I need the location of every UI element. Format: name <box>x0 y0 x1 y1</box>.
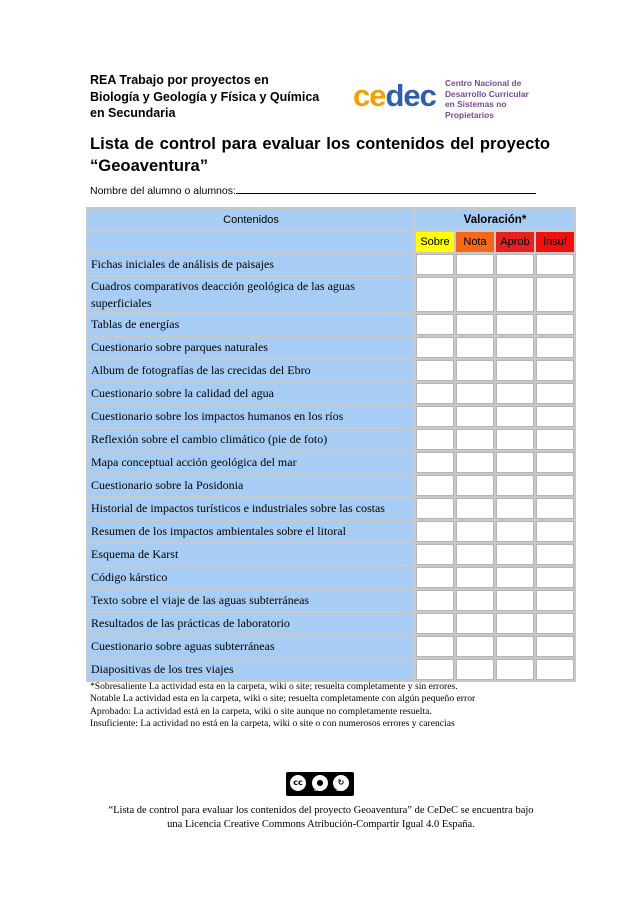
rating-checkbox-nota[interactable] <box>456 659 494 680</box>
content-item: Cuestionario sobre parques naturales <box>88 337 414 358</box>
rating-checkbox-aprob[interactable] <box>496 521 534 542</box>
rating-checkbox-sobre[interactable] <box>416 475 454 496</box>
document-title: Lista de control para evaluar los contenidos del proyecto “Geoaventura” <box>90 134 550 175</box>
student-name-blank[interactable] <box>236 184 536 194</box>
rating-checkbox-insuf[interactable] <box>536 636 574 657</box>
rating-checkbox-sobre[interactable] <box>416 521 454 542</box>
rating-checkbox-nota[interactable] <box>456 567 494 588</box>
rating-checkbox-sobre[interactable] <box>416 429 454 450</box>
rating-checkbox-insuf[interactable] <box>536 429 574 450</box>
rating-checkbox-aprob[interactable] <box>496 406 534 427</box>
rating-checkbox-insuf[interactable] <box>536 613 574 634</box>
rating-checkbox-aprob[interactable] <box>496 314 534 335</box>
rating-checkbox-sobre[interactable] <box>416 567 454 588</box>
rating-checkbox-aprob[interactable] <box>496 636 534 657</box>
license-footer <box>90 804 552 832</box>
table-row <box>88 254 574 275</box>
rating-checkbox-nota[interactable] <box>456 544 494 565</box>
document-header <box>90 72 560 132</box>
content-item: Tablas de energías <box>88 314 414 335</box>
column-header-rating: Valoración* <box>416 209 574 230</box>
content-item: Fichas iniciales de análisis de paisajes <box>88 254 414 275</box>
rating-checkbox-sobre[interactable] <box>416 544 454 565</box>
note-insuficiente: Insuficiente: La actividad no está en la carpeta, wiki o site o con numerosos errores y carencias <box>90 718 455 730</box>
content-item: Reflexión sobre el cambio climático (pie de foto) <box>88 429 414 450</box>
cedec-logo-text-line-1: Centro Nacional de <box>445 78 522 88</box>
rating-levels-spacer <box>88 232 414 252</box>
project-heading-line-3: en Secundaria <box>90 106 176 120</box>
rating-checkbox-sobre[interactable] <box>416 498 454 519</box>
cedec-logo <box>353 76 553 120</box>
rating-checkbox-insuf[interactable] <box>536 521 574 542</box>
content-item: Resumen de los impactos ambientales sobre el litoral <box>88 521 414 542</box>
rating-checkbox-aprob[interactable] <box>496 567 534 588</box>
rating-checkbox-nota[interactable] <box>456 314 494 335</box>
cedec-logo-text-line-2: Desarrollo Curricular <box>445 88 529 99</box>
rating-checkbox-aprob[interactable] <box>496 277 534 312</box>
cc-sa-tag: SA <box>336 787 344 793</box>
level-insuf: Insuf <box>536 232 574 252</box>
rating-checkbox-aprob[interactable] <box>496 544 534 565</box>
evaluation-table <box>86 207 576 682</box>
rating-checkbox-insuf[interactable] <box>536 277 574 312</box>
rating-checkbox-insuf[interactable] <box>536 254 574 275</box>
cedec-logo-text <box>445 78 553 120</box>
rating-checkbox-insuf[interactable] <box>536 314 574 335</box>
table-row <box>88 475 574 496</box>
student-name-line <box>90 184 560 197</box>
cedec-logo-mark <box>353 78 436 114</box>
table-row <box>88 613 574 634</box>
rating-checkbox-aprob[interactable] <box>496 659 534 680</box>
rating-checkbox-nota[interactable] <box>456 636 494 657</box>
table-row <box>88 498 574 519</box>
content-item: Cuestionario sobre los impactos humanos en los ríos <box>88 406 414 427</box>
table-row <box>88 429 574 450</box>
rating-checkbox-nota[interactable] <box>456 452 494 473</box>
creative-commons-badge[interactable] <box>286 772 354 796</box>
rating-checkbox-nota[interactable] <box>456 498 494 519</box>
table-row <box>88 590 574 611</box>
rating-levels-row <box>88 232 574 252</box>
rating-checkbox-insuf[interactable] <box>536 544 574 565</box>
rating-checkbox-sobre[interactable] <box>416 406 454 427</box>
rating-checkbox-nota[interactable] <box>456 360 494 381</box>
rating-checkbox-sobre[interactable] <box>416 636 454 657</box>
rating-checkbox-insuf[interactable] <box>536 567 574 588</box>
student-name-label: Nombre del alumno o alumnos: <box>90 185 236 197</box>
rating-checkbox-aprob[interactable] <box>496 452 534 473</box>
cedec-logo-mark-part-1: ce <box>353 78 386 113</box>
rating-checkbox-sobre[interactable] <box>416 659 454 680</box>
content-item: Mapa conceptual acción geológica del mar <box>88 452 414 473</box>
content-item: Historial de impactos turísticos e industriales sobre las costas <box>88 498 414 519</box>
column-header-contents: Contenidos <box>88 209 414 230</box>
rating-checkbox-nota[interactable] <box>456 521 494 542</box>
rating-checkbox-aprob[interactable] <box>496 498 534 519</box>
rating-checkbox-sobre[interactable] <box>416 277 454 312</box>
content-item: Esquema de Karst <box>88 544 414 565</box>
rating-checkbox-nota[interactable] <box>456 383 494 404</box>
rating-checkbox-insuf[interactable] <box>536 498 574 519</box>
rating-checkbox-nota[interactable] <box>456 254 494 275</box>
rating-checkbox-insuf[interactable] <box>536 475 574 496</box>
rating-checkbox-sobre[interactable] <box>416 314 454 335</box>
table-header-row <box>88 209 574 230</box>
rating-checkbox-nota[interactable] <box>456 475 494 496</box>
content-item: Cuadros comparativos deacción geológica de las aguas superficiales <box>88 277 414 312</box>
rating-checkbox-insuf[interactable] <box>536 337 574 358</box>
table-row <box>88 337 574 358</box>
table-row <box>88 406 574 427</box>
table-row <box>88 544 574 565</box>
content-item: Texto sobre el viaje de las aguas subterráneas <box>88 590 414 611</box>
cedec-logo-text-line-3: en Sistemas no Propietarios <box>445 99 507 120</box>
rating-checkbox-sobre[interactable] <box>416 254 454 275</box>
rating-checkbox-aprob[interactable] <box>496 590 534 611</box>
table-row <box>88 636 574 657</box>
rating-checkbox-aprob[interactable] <box>496 254 534 275</box>
attribution-icon: ● <box>311 774 329 792</box>
content-item: Resultados de las prácticas de laboratorio <box>88 613 414 634</box>
rating-checkbox-sobre[interactable] <box>416 337 454 358</box>
rating-checkbox-insuf[interactable] <box>536 406 574 427</box>
note-notable: Notable La actividad esta en la carpeta, wiki o site; resuelta completamente con algún pequeño error <box>90 693 476 705</box>
license-line-1: “Lista de control para evaluar los contenidos del proyecto Geoaventura” de CeDeC se encuentra bajo <box>108 805 534 816</box>
note-sobresaliente: *Sobresaliente La actividad esta en la carpeta, wiki o site; resuelta completamente y sin errores. <box>90 681 458 692</box>
table-row <box>88 314 574 335</box>
content-item: Diapositivas de los tres viajes <box>88 659 414 680</box>
table-row <box>88 659 574 680</box>
project-heading-line-2: Biología y Geología y Física y Química <box>90 89 320 104</box>
content-item: Cuestionario sobre la calidad del agua <box>88 383 414 404</box>
rating-checkbox-sobre[interactable] <box>416 360 454 381</box>
table-row <box>88 383 574 404</box>
table-row <box>88 567 574 588</box>
cc-icon: cc <box>289 774 307 792</box>
rating-checkbox-sobre[interactable] <box>416 452 454 473</box>
content-item: Album de fotografías de las crecidas del Ebro <box>88 360 414 381</box>
rating-checkbox-nota[interactable] <box>456 277 494 312</box>
rating-checkbox-aprob[interactable] <box>496 429 534 450</box>
share-alike-icon: ↻ <box>332 774 350 792</box>
cedec-logo-mark-part-2: dec <box>385 78 436 113</box>
rating-checkbox-sobre[interactable] <box>416 383 454 404</box>
rating-checkbox-sobre[interactable] <box>416 613 454 634</box>
cc-by-tag: BY <box>314 787 321 793</box>
project-heading <box>90 72 350 122</box>
rating-checkbox-insuf[interactable] <box>536 360 574 381</box>
table-row <box>88 360 574 381</box>
rating-checkbox-sobre[interactable] <box>416 590 454 611</box>
rating-checkbox-aprob[interactable] <box>496 383 534 404</box>
rating-checkbox-insuf[interactable] <box>536 659 574 680</box>
rating-checkbox-insuf[interactable] <box>536 590 574 611</box>
rating-checkbox-nota[interactable] <box>456 406 494 427</box>
table-row <box>88 452 574 473</box>
rating-checkbox-aprob[interactable] <box>496 475 534 496</box>
table-row <box>88 521 574 542</box>
rating-checkbox-nota[interactable] <box>456 590 494 611</box>
rating-checkbox-insuf[interactable] <box>536 452 574 473</box>
level-nota: Nota <box>456 232 494 252</box>
note-aprobado: Aprobado: La actividad está en la carpeta, wiki o site aunque no completamente resuelta. <box>90 705 432 717</box>
rating-checkbox-nota[interactable] <box>456 613 494 634</box>
rating-checkbox-aprob[interactable] <box>496 613 534 634</box>
project-heading-line-1: REA Trabajo por proyectos en <box>90 73 269 87</box>
content-item: Cuestionario sobre la Posidonia <box>88 475 414 496</box>
content-item: Cuestionario sobre aguas subterráneas <box>88 636 414 657</box>
rating-checkbox-insuf[interactable] <box>536 383 574 404</box>
table-row <box>88 277 574 312</box>
rating-checkbox-nota[interactable] <box>456 337 494 358</box>
rating-notes <box>90 681 560 731</box>
level-aprob: Aprob <box>496 232 534 252</box>
content-item: Código kárstico <box>88 567 414 588</box>
license-line-2: una Licencia Creative Commons Atribución-Compartir Igual 4.0 España. <box>167 819 475 830</box>
rating-checkbox-nota[interactable] <box>456 429 494 450</box>
rating-checkbox-aprob[interactable] <box>496 360 534 381</box>
rating-checkbox-aprob[interactable] <box>496 337 534 358</box>
level-sobre: Sobre <box>416 232 454 252</box>
